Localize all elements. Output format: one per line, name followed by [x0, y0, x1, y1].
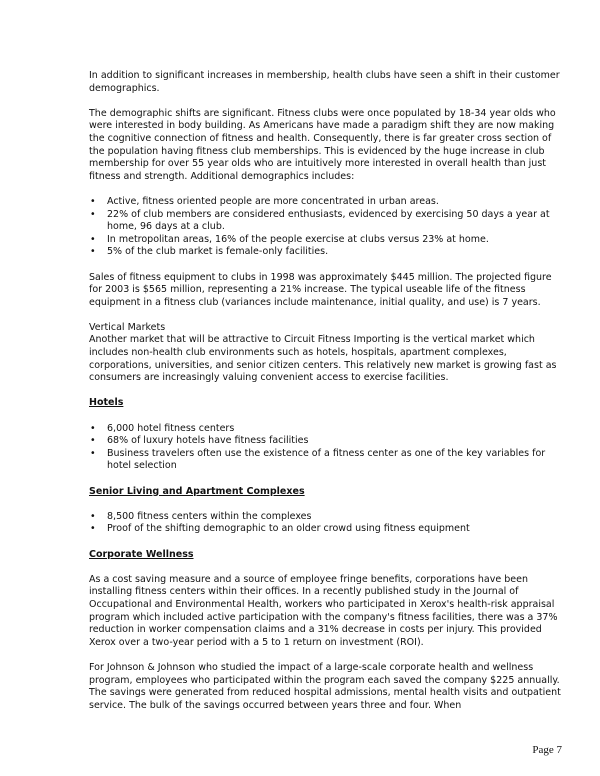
bullet-icon: • [90, 233, 96, 245]
page-number: Page 7 [532, 744, 562, 756]
list-item [89, 448, 567, 473]
list-item-text: Business travelers often use the existence of a fitness center as one of the key variables for hotel selection [107, 447, 546, 472]
page-content [89, 70, 567, 725]
bullet-icon: • [90, 246, 96, 258]
vertical-markets-paragraph: Another market that will be attractive to Circuit Fitness Importing is the vertical market which includes non-health club environments such as hotels, hospitals, apartment complexes, corporations, universities, and senior citizen centers. This relatively new market is growing fast as consumers are increasingly valuing convenient access to exercise facilities. [89, 334, 557, 384]
list-item [89, 209, 567, 234]
list-item [89, 435, 567, 448]
corporate-wellness-heading: Corporate Wellness [89, 548, 194, 560]
equipment-sales-paragraph: Sales of fitness equipment to clubs in 1998 was approximately $445 million. The projected figure for 2003 is $565 million, representing a 21% increase. The typical useable life of the fitness equipment in a fitness club (variances include maintenance, initial quality, and use) is 7 years. [89, 271, 552, 308]
list-item-text: 8,500 fitness centers within the complexes [107, 510, 312, 522]
list-item [89, 511, 567, 524]
list-item-text: In metropolitan areas, 16% of the people exercise at clubs versus 23% at home. [107, 233, 489, 245]
list-item-text: Proof of the shifting demographic to an older crowd using fitness equipment [107, 523, 470, 535]
johnson-paragraph: For Johnson & Johnson who studied the impact of a large-scale corporate health and wellness program, employees who participated within the program each saved the company $225 annually. The savings were generated from reduced hospital admissions, mental health visits and outpatient service. The bulk of the savings occurred between years three and four. When [89, 661, 561, 711]
list-item [89, 246, 567, 259]
corporate-wellness-paragraph: As a cost saving measure and a source of employee fringe benefits, corporations have been installing fitness centers within their offices. In a recently published study in the Journal of Occupational and Environmental Health, workers who participated in Xerox's health-risk appraisal program which included active participation with the company's fitness facilities, there was a 37% reduction in worker compensation claims and a 31% decrease in costs per injury. This provided Xerox over a two-year period with a 5 to 1 return on investment (ROI). [89, 573, 558, 648]
senior-living-list [89, 511, 567, 536]
intro-paragraph: In addition to significant increases in membership, health clubs have seen a shift in their customer demographics. [89, 70, 560, 94]
bullet-icon: • [90, 435, 96, 447]
bullet-icon: • [90, 510, 96, 522]
list-item [89, 234, 567, 247]
list-item [89, 423, 567, 436]
list-item-text: Active, fitness oriented people are more concentrated in urban areas. [107, 195, 439, 207]
hotels-list [89, 423, 567, 473]
list-item-text: 22% of club members are considered enthusiasts, evidenced by exercising 50 days a year at home, 96 days at a club. [107, 208, 550, 233]
vertical-markets-heading: Vertical Markets [89, 321, 166, 333]
hotels-heading: Hotels [89, 397, 124, 409]
list-item-text: 68% of luxury hotels have fitness facilities [107, 435, 309, 447]
list-item-text: 5% of the club market is female-only facilities. [107, 246, 329, 258]
bullet-icon: • [90, 447, 96, 459]
bullet-icon: • [90, 422, 96, 434]
senior-living-heading: Senior Living and Apartment Complexes [89, 485, 305, 497]
demographic-shift-paragraph: The demographic shifts are significant. Fitness clubs were once populated by 18-34 year olds who were interested in body building. As Americans have made a paradigm shift they are now making the cognitive connection of fitness and health. Consequently, there is far greater cross section of the population having fitness club memberships. This is evidenced by the huge increase in club membership for over 55 year olds who are intuitively more interested in overall health than just fitness and strength. Additional demographics includes: [89, 107, 556, 182]
bullet-icon: • [90, 208, 96, 220]
list-item [89, 523, 567, 536]
list-item-text: 6,000 hotel fitness centers [107, 422, 235, 434]
demographics-list [89, 196, 567, 259]
list-item [89, 196, 567, 209]
bullet-icon: • [90, 195, 96, 207]
bullet-icon: • [90, 523, 96, 535]
